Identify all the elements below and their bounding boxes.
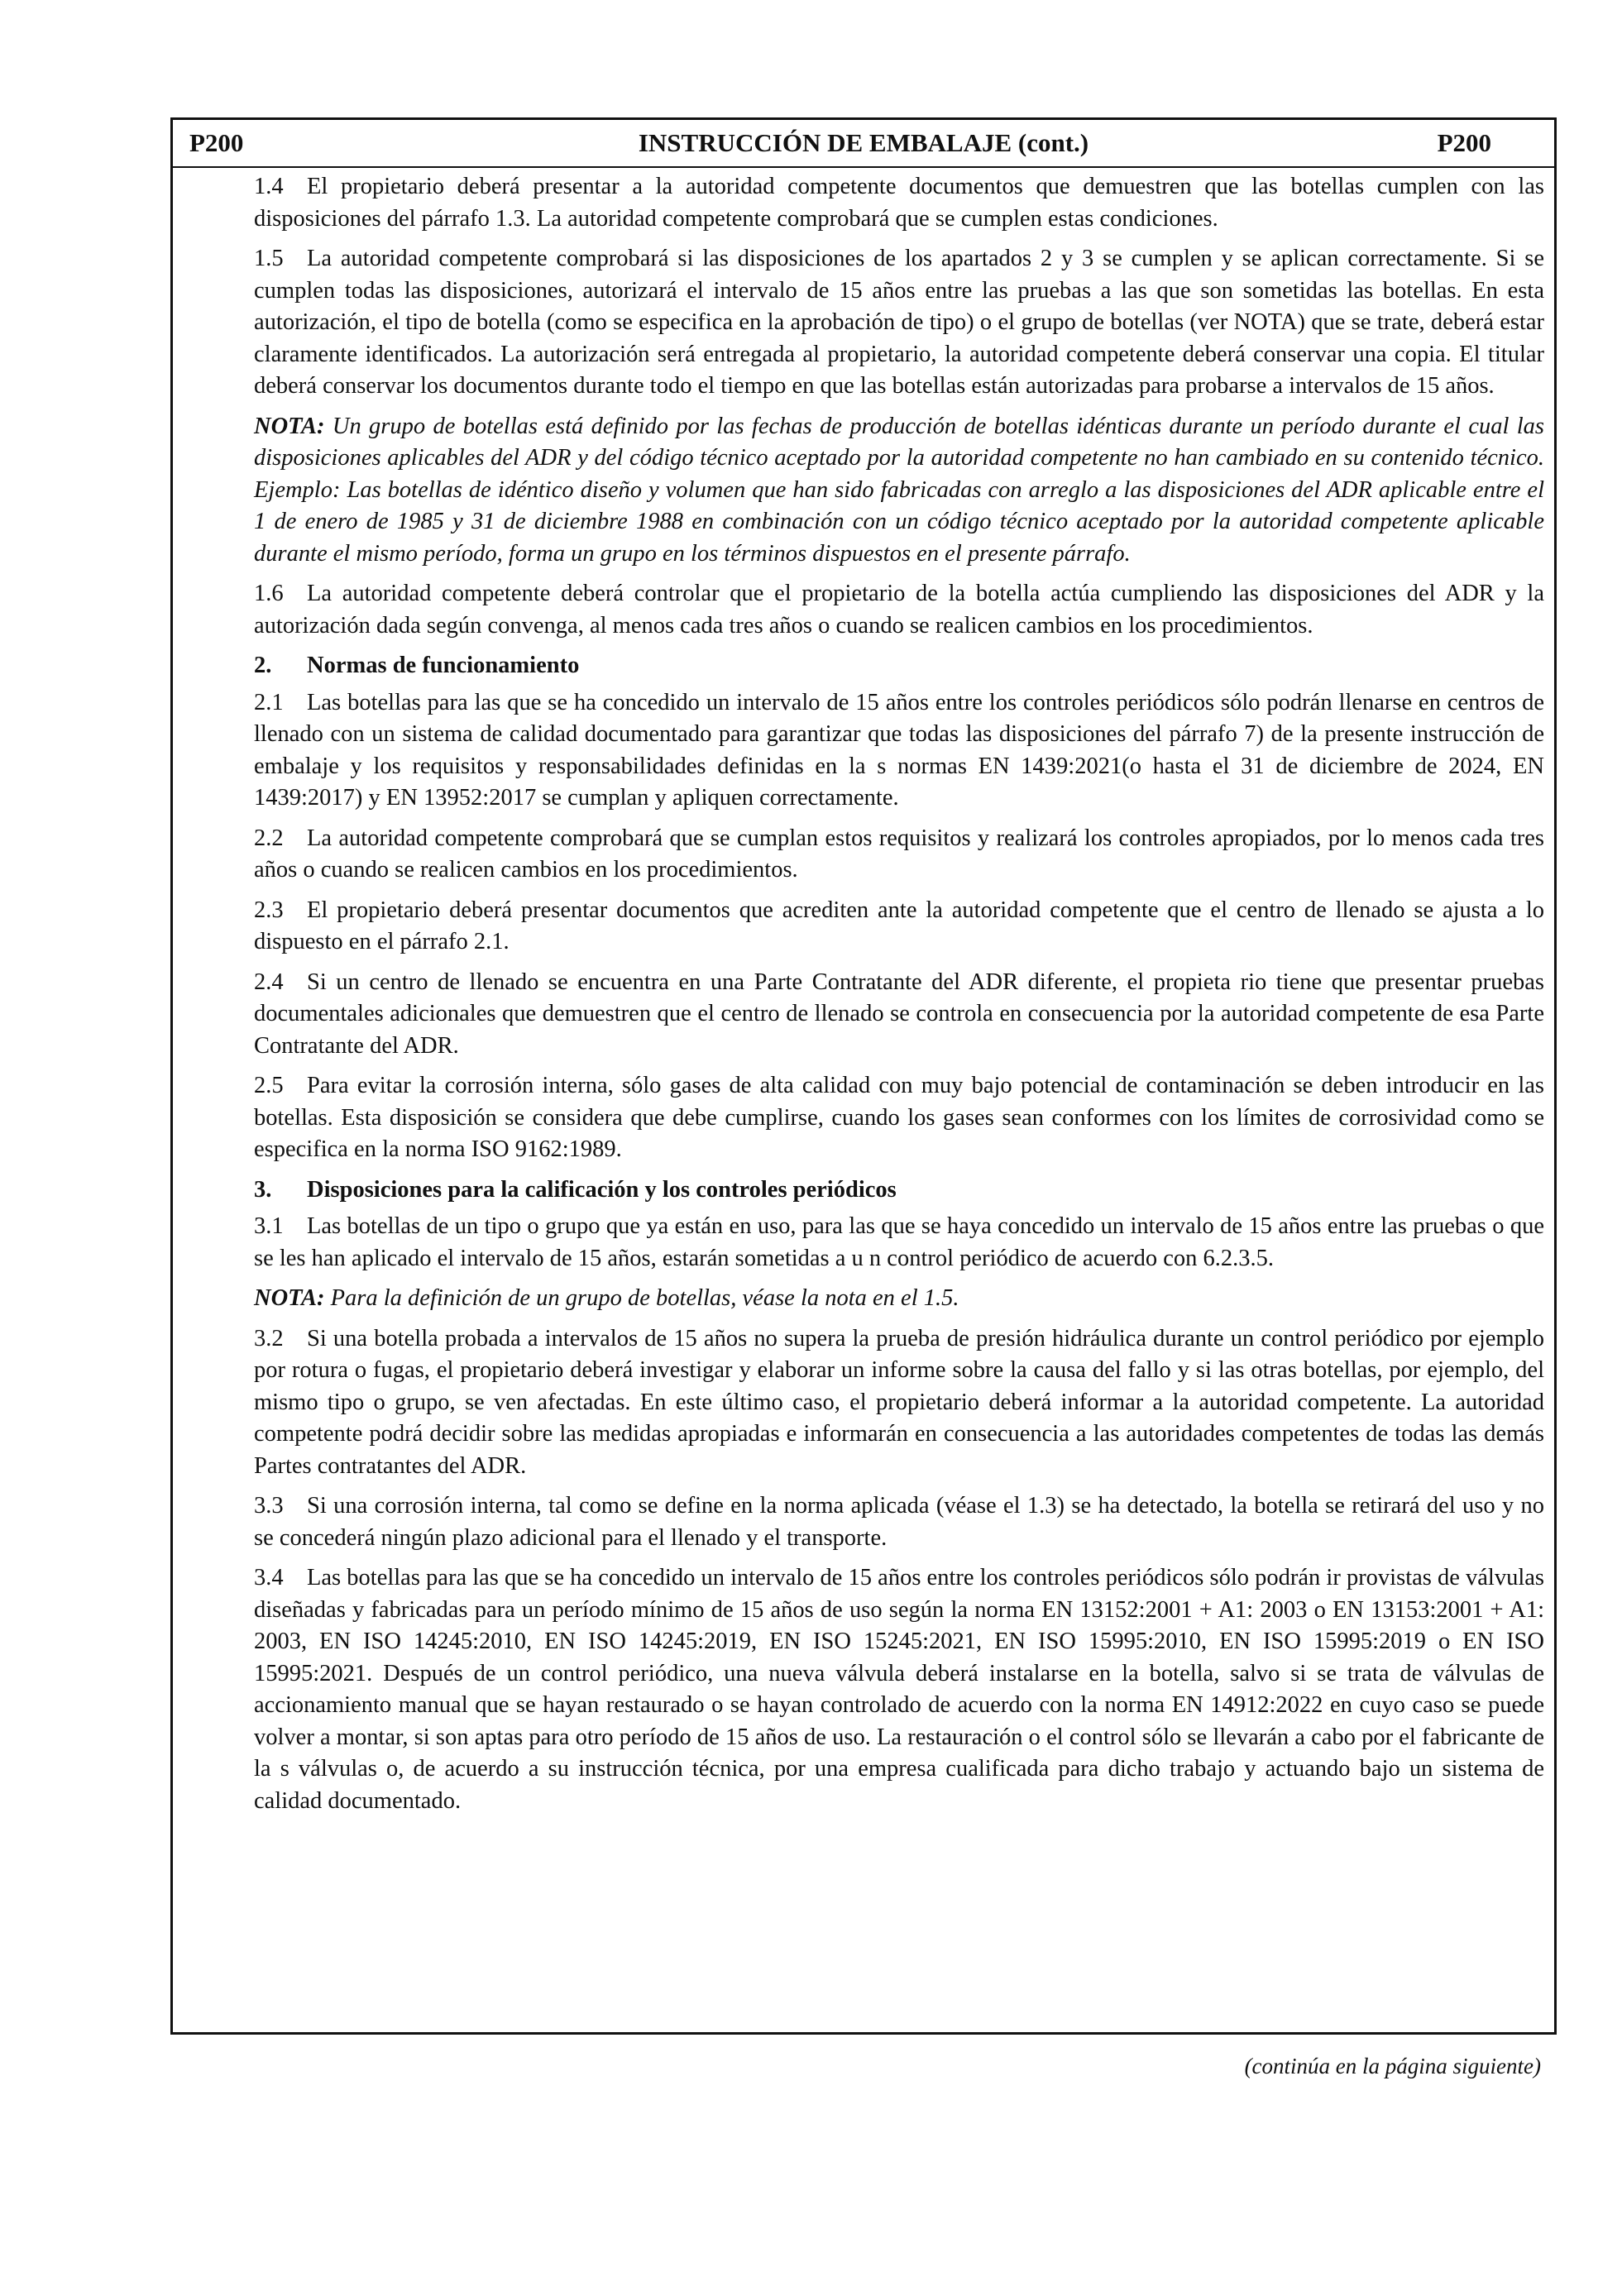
note-group-reference [254,1283,1544,1315]
packing-instruction-table [170,117,1557,2035]
section-title: Disposiciones para la calificación y los controles periódicos [307,1176,897,1203]
section-number: 2. [254,653,272,678]
paragraph-text: La autoridad competente comprobará que se cumplan estos requisitos y realizará los controles apropiados, por lo menos cada tres años o cuando se realicen cambios en los procedimientos. [254,825,1544,883]
paragraph-number: 2.4 [254,969,284,995]
instruction-body [254,171,1544,1825]
paragraph-number: 1.5 [254,246,284,271]
paragraph-text: Las botellas para las que se ha concedido un intervalo de 15 años entre los controles periódicos sólo podrán llenarse en centros de llenado con un sistema de calidad documentado para garantizar que todas las disposiciones del párrafo 7) de la presente instrucción de embalaje y los requisitos y responsabilidades definidas en la s normas EN 1439:2021(o hasta el 31 de diciembre de 2024, EN 1439:2017) y EN 13952:2017 se cumplan y apliquen correctamente. [254,689,1544,811]
paragraph-text: Si una botella probada a intervalos de 15 años no supera la prueba de presión hidráulica durante un control periódico por ejemplo por rotura o fugas, el propietario deberá investigar y elaborar un informe sobre la causa del fallo y si las otras botellas, por ejemplo, del mismo tipo o grupo, se ven afectadas. En este último caso, el propietario deberá informar a la autoridad competente. La autoridad competente podrá decidir sobre las medidas apropiadas e informarán en consecuencia a las autoridades competentes de todas las demás Partes contratantes del ADR. [254,1325,1544,1479]
note-text: Para la definición de un grupo de botellas, véase la nota en el 1.5. [330,1285,959,1311]
paragraph-3-2 [254,1323,1544,1483]
paragraph-number: 3.3 [254,1493,284,1519]
section-number: 3. [254,1176,272,1203]
note-text: Un grupo de botellas está definido por las fechas de producción de botellas idénticas durante un período durante el cual las disposiciones aplicables del ADR y del código técnico aceptado por la autoridad competente no han cambiado en su contenido técnico. Ejemplo: Las botellas de idéntico diseño y volumen que han sido fabricadas con arreglo a las disposiciones del ADR aplicable entre el 1 de enero de 1985 y 31 de diciembre 1988 en combinación con un código técnico aceptado por la autoridad competente aplicable durante el mismo período, forma un grupo en los términos dispuestos en el presente párrafo. [254,413,1545,567]
paragraph-number: 3.2 [254,1325,284,1351]
section-title: Normas de funcionamiento [307,653,580,678]
section-heading-3 [254,1174,1544,1207]
paragraph-text: Las botellas de un tipo o grupo que ya están en uso, para las que se haya concedido un intervalo de 15 años entre las pruebas o que se les han aplicado el intervalo de 15 años, estarán sometidas a u n control periódico de acuerdo con 6.2.3.5. [254,1213,1544,1271]
paragraph-number: 2.1 [254,689,284,715]
paragraph-text: El propietario deberá presentar documentos que acrediten ante la autoridad competente que el centro de llenado se ajusta a lo dispuesto en el párrafo 2.1. [254,897,1544,954]
paragraph-text: La autoridad competente comprobará si las disposiciones de los apartados 2 y 3 se cumplen y se aplican correctamente. Si se cumplen todas las disposiciones, autorizará el intervalo de 15 años entre las pruebas a las que son sometidas las botellas. En esta autorización, el tipo de botella (como se especifica en la aprobación de tipo) o el grupo de botellas (ver NOTA) que se trate, deberá estar claramente identificados. La autorización será entregada al propietario, la autoridad competente deberá conservar una copia. El titular deberá conservar los documentos durante todo el tiempo en que las botellas están autorizadas para probarse a intervalos de 15 años. [254,246,1544,399]
paragraph-number: 2.5 [254,1073,284,1098]
note-group-definition [254,411,1544,571]
instruction-code-left: P200 [189,128,244,157]
paragraph-2-5 [254,1070,1544,1166]
paragraph-2-3 [254,895,1544,959]
paragraph-text: Si una corrosión interna, tal como se define en la norma aplicada (véase el 1.3) se ha detectado, la botella se retirará del uso y no se concederá ningún plazo adicional para el llenado y el transporte. [254,1493,1544,1551]
paragraph-3-4 [254,1562,1544,1817]
note-label: NOTA: [254,1285,325,1311]
paragraph-2-4 [254,967,1544,1063]
continuation-note: (continúa en la página siguiente) [1244,2054,1541,2078]
paragraph-text: Si un centro de llenado se encuentra en una Parte Contratante del ADR diferente, el propieta rio tiene que presentar pruebas documentales adicionales que demuestren que el centro de llenado se controla en consecuencia por la autoridad competente de esa Parte Contratante del ADR. [254,969,1544,1059]
paragraph-number: 1.4 [254,174,284,199]
section-heading-2 [254,650,1544,682]
instruction-code-right: P200 [1437,128,1491,157]
paragraph-2-1 [254,687,1544,815]
paragraph-1-5 [254,243,1544,403]
paragraph-text: Para evitar la corrosión interna, sólo gases de alta calidad con muy bajo potencial de contaminación se deben introducir en las botellas. Esta disposición se considera que debe cumplirse, cuando los gases sean conformes con los límites de corrosividad como se especifica en la norma ISO 9162:1989. [254,1073,1544,1162]
paragraph-number: 3.1 [254,1213,284,1239]
paragraph-2-2 [254,823,1544,887]
paragraph-number: 2.3 [254,897,284,923]
instruction-title: INSTRUCCIÓN DE EMBALAJE (cont.) [638,128,1089,157]
paragraph-number: 1.6 [254,581,284,606]
paragraph-text: La autoridad competente deberá controlar que el propietario de la botella actúa cumpliendo las disposiciones del ADR y la autorización dada según convenga, al menos cada tres años o cuando se realicen cambios en los procedimientos. [254,581,1544,639]
paragraph-3-3 [254,1490,1544,1554]
paragraph-number: 2.2 [254,825,284,851]
paragraph-3-1 [254,1211,1544,1275]
note-label: NOTA: [254,413,325,439]
paragraph-1-4 [254,171,1544,235]
paragraph-1-6 [254,578,1544,642]
paragraph-text: Las botellas para las que se ha concedido un intervalo de 15 años entre los controles periódicos sólo podrán ir provistas de válvulas diseñadas y fabricadas para un período mínimo de 15 años de uso según la norma EN 13152:2001 + A1: 2003 o EN 13153:2001 + A1: 2003, EN ISO 14245:2010, EN ISO 14245:2019, EN ISO 15245:2021, EN ISO 15995:2010, EN ISO 15995:2019 o EN ISO 15995:2021. Después de un control periódico, una nueva válvula deberá instalarse en la botella, salvo si se trata de válvulas de accionamiento manual que se hayan restaurado o se hayan controlado de acuerdo con la norma EN 14912:2022 en cuyo caso se puede volver a montar, si son aptas para otro período de 15 años de uso. La restauración o el control sólo se llevarán a cabo por el fabricante de la s válvulas o, de acuerdo a su instrucción técnica, por una empresa cualificada para dicho trabajo y actuando bajo un sistema de calidad documentado. [254,1565,1544,1814]
table-header-row [173,120,1554,168]
paragraph-number: 3.4 [254,1565,284,1590]
paragraph-text: El propietario deberá presentar a la autoridad competente documentos que demuestren que las botellas cumplen con las disposiciones del párrafo 1.3. La autoridad competente comprobará que se cumplen estas condiciones. [254,174,1544,232]
